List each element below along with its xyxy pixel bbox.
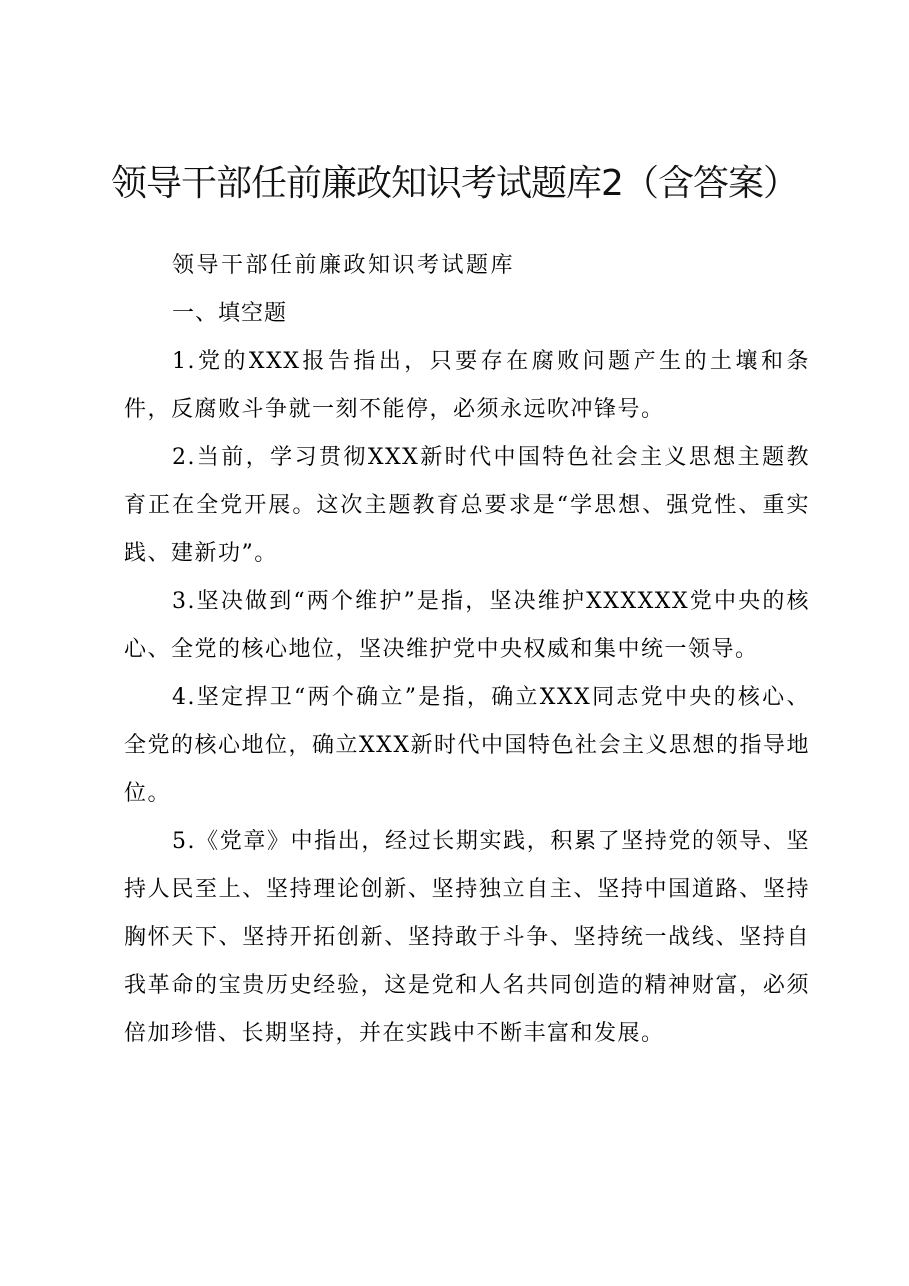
question-paragraph-4: 4.坚定捍卫“两个确立”是指，确立XXX同志党中央的核心、全党的核心地位，确立XXX新时代中国特色社会主义思想的指导地位。: [124, 685, 810, 806]
document-subtitle: 领导干部任前廉政知识考试题库: [172, 253, 516, 278]
question-paragraph-3: 3.坚决做到“两个维护”是指，坚决维护XXXXXX党中央的核心、全党的核心地位，坚决维护党中央权威和集中统一领导。: [124, 589, 810, 662]
question-paragraph-5: 5.《党章》中指出，经过长期实践，积累了坚持党的领导、坚持人民至上、坚持理论创新、坚持独立自主、坚持中国道路、坚持胸怀天下、坚持开拓创新、坚持敢于斗争、坚持统一战线、坚持自我革命的宝贵历史经验，这是党和人名共同创造的精神财富，必须倍加珍惜、长期坚持，并在实践中不断丰富和发展。: [124, 829, 810, 1046]
document-body: [124, 242, 810, 1058]
document-title: 领导干部任前廉政知识考试题库2（含答案）: [111, 163, 798, 204]
question-paragraph-2: 2.当前，学习贯彻XXX新时代中国特色社会主义思想主题教育正在全党开展。这次主题教育总要求是“学思想、强党性、重实践、建新功”。: [124, 445, 810, 566]
question-paragraph-1: 1.党的XXX报告指出，只要存在腐败问题产生的土壤和条件，反腐败斗争就一刻不能停，必须永远吹冲锋号。: [124, 349, 810, 422]
section-heading: 一、填空题: [172, 301, 288, 326]
